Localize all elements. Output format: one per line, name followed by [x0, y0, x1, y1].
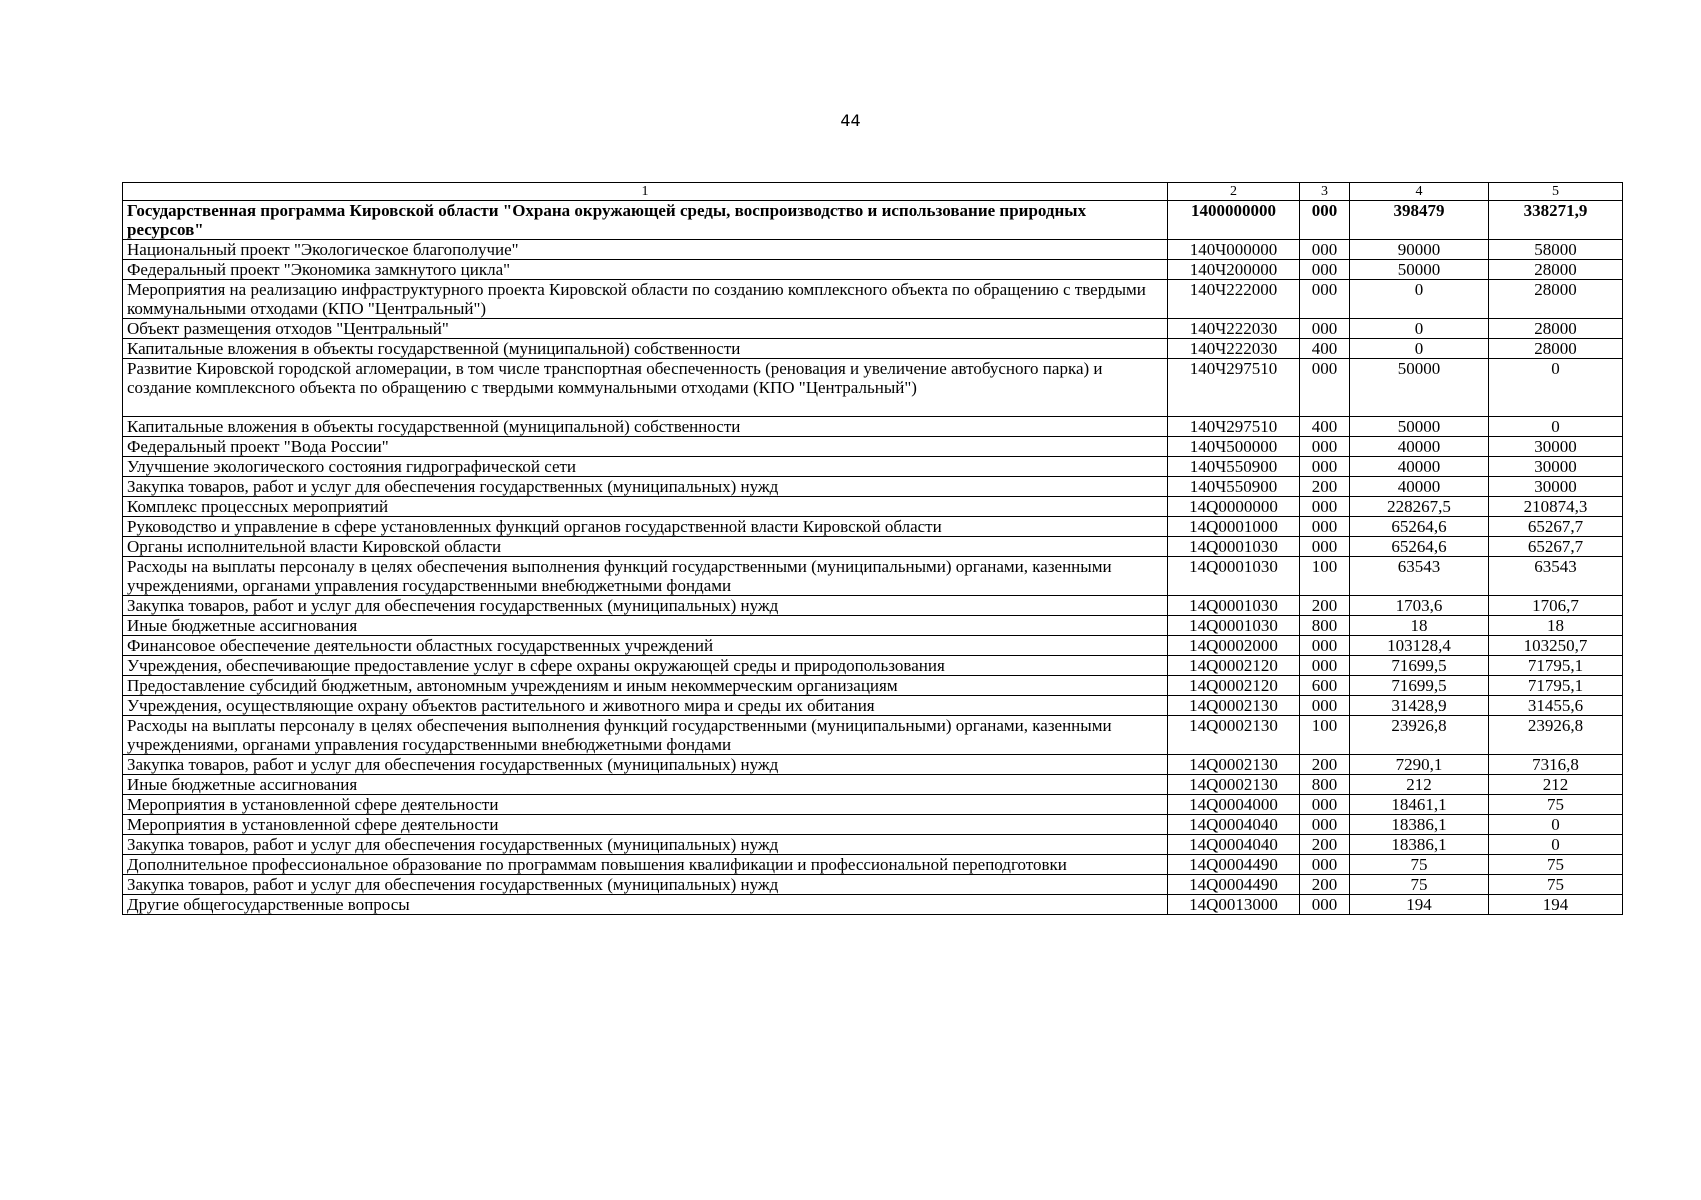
row-value-col4-cell: 194: [1350, 895, 1489, 915]
table-row: [123, 676, 1623, 696]
row-code-cell: 140Ч550900: [1168, 477, 1300, 497]
row-value-col5-cell: 0: [1489, 417, 1623, 437]
table-row: [123, 815, 1623, 835]
row-name-cell: Предоставление субсидий бюджетным, автономным учреждениям и иным некоммерческим организациям: [123, 676, 1168, 696]
row-code-cell: 14Q0002000: [1168, 636, 1300, 656]
row-value-col4-cell: 23926,8: [1350, 716, 1489, 755]
row-value-col5-cell: 58000: [1489, 240, 1623, 260]
row-type-cell: 800: [1300, 616, 1350, 636]
row-type-cell: 000: [1300, 696, 1350, 716]
row-value-col4-cell: 50000: [1350, 417, 1489, 437]
row-value-col4-cell: 71699,5: [1350, 676, 1489, 696]
row-type-cell: 100: [1300, 557, 1350, 596]
row-type-cell: 000: [1300, 280, 1350, 319]
row-value-col4-cell: 50000: [1350, 359, 1489, 417]
row-type-cell: 000: [1300, 240, 1350, 260]
row-code-cell: 140Ч500000: [1168, 437, 1300, 457]
row-code-cell: 14Q0002120: [1168, 676, 1300, 696]
row-code-cell: 14Q0002130: [1168, 755, 1300, 775]
row-code-cell: 14Q0004000: [1168, 795, 1300, 815]
table-row: [123, 775, 1623, 795]
row-type-cell: 000: [1300, 319, 1350, 339]
row-code-cell: 140Ч550900: [1168, 457, 1300, 477]
row-code-cell: 140Ч222030: [1168, 339, 1300, 359]
table-body: [123, 201, 1623, 915]
row-value-col5-cell: 1706,7: [1489, 596, 1623, 616]
row-name-cell: Национальный проект "Экологическое благополучие": [123, 240, 1168, 260]
table-row: [123, 457, 1623, 477]
header-row: [123, 183, 1623, 201]
row-value-col5-cell: 71795,1: [1489, 656, 1623, 676]
row-value-col4-cell: 18386,1: [1350, 835, 1489, 855]
row-type-cell: 000: [1300, 537, 1350, 557]
row-value-col5-cell: 0: [1489, 835, 1623, 855]
table-row: [123, 319, 1623, 339]
row-value-col4-cell: 71699,5: [1350, 656, 1489, 676]
row-name-cell: Объект размещения отходов "Центральный": [123, 319, 1168, 339]
row-value-col5-cell: 23926,8: [1489, 716, 1623, 755]
row-value-col4-cell: 228267,5: [1350, 497, 1489, 517]
row-value-col5-cell: 194: [1489, 895, 1623, 915]
row-value-col4-cell: 65264,6: [1350, 537, 1489, 557]
row-name-cell: Закупка товаров, работ и услуг для обеспечения государственных (муниципальных) нужд: [123, 835, 1168, 855]
row-value-col5-cell: 30000: [1489, 457, 1623, 477]
table-row: [123, 537, 1623, 557]
row-code-cell: 14Q0001030: [1168, 596, 1300, 616]
row-code-cell: 14Q0001030: [1168, 537, 1300, 557]
row-name-cell: Руководство и управление в сфере установленных функций органов государственной власти Кировской области: [123, 517, 1168, 537]
row-value-col4-cell: 0: [1350, 280, 1489, 319]
row-name-cell: Мероприятия на реализацию инфраструктурного проекта Кировской области по созданию комплексного объекта по обращению с твердыми коммунальными отходами (КПО "Центральный"): [123, 280, 1168, 319]
row-value-col5-cell: 28000: [1489, 339, 1623, 359]
row-type-cell: 000: [1300, 636, 1350, 656]
row-code-cell: 140Ч297510: [1168, 417, 1300, 437]
row-type-cell: 400: [1300, 339, 1350, 359]
table-row: [123, 260, 1623, 280]
row-code-cell: 14Q0001030: [1168, 616, 1300, 636]
row-value-col4-cell: 90000: [1350, 240, 1489, 260]
page-number: 44: [840, 111, 861, 130]
row-name-cell: Закупка товаров, работ и услуг для обеспечения государственных (муниципальных) нужд: [123, 477, 1168, 497]
row-name-cell: Улучшение экологического состояния гидрографической сети: [123, 457, 1168, 477]
table-row: [123, 616, 1623, 636]
row-name-cell: Мероприятия в установленной сфере деятельности: [123, 815, 1168, 835]
row-code-cell: 14Q0004040: [1168, 815, 1300, 835]
row-type-cell: 100: [1300, 716, 1350, 755]
row-type-cell: 000: [1300, 815, 1350, 835]
table-row: [123, 716, 1623, 755]
row-value-col5-cell: 18: [1489, 616, 1623, 636]
row-value-col4-cell: 31428,9: [1350, 696, 1489, 716]
table-row: [123, 417, 1623, 437]
row-name-cell: Государственная программа Кировской области "Охрана окружающей среды, воспроизводство и использование природных ресурсов": [123, 201, 1168, 240]
table-row: [123, 477, 1623, 497]
row-code-cell: 14Q0004490: [1168, 875, 1300, 895]
row-code-cell: 14Q0004040: [1168, 835, 1300, 855]
row-value-col5-cell: 30000: [1489, 477, 1623, 497]
row-name-cell: Закупка товаров, работ и услуг для обеспечения государственных (муниципальных) нужд: [123, 596, 1168, 616]
row-code-cell: 14Q0002130: [1168, 716, 1300, 755]
row-code-cell: 14Q0001000: [1168, 517, 1300, 537]
table-row: [123, 437, 1623, 457]
table-row: [123, 875, 1623, 895]
row-value-col5-cell: 212: [1489, 775, 1623, 795]
row-type-cell: 600: [1300, 676, 1350, 696]
row-name-cell: Закупка товаров, работ и услуг для обеспечения государственных (муниципальных) нужд: [123, 755, 1168, 775]
row-value-col4-cell: 398479: [1350, 201, 1489, 240]
row-value-col4-cell: 65264,6: [1350, 517, 1489, 537]
row-value-col4-cell: 40000: [1350, 457, 1489, 477]
row-code-cell: 140Ч297510: [1168, 359, 1300, 417]
row-code-cell: 14Q0002120: [1168, 656, 1300, 676]
row-type-cell: 200: [1300, 835, 1350, 855]
table-row: [123, 497, 1623, 517]
row-value-col5-cell: 75: [1489, 795, 1623, 815]
row-type-cell: 000: [1300, 260, 1350, 280]
row-name-cell: Иные бюджетные ассигнования: [123, 616, 1168, 636]
row-value-col4-cell: 63543: [1350, 557, 1489, 596]
table-row: [123, 656, 1623, 676]
row-code-cell: 1400000000: [1168, 201, 1300, 240]
row-value-col4-cell: 7290,1: [1350, 755, 1489, 775]
row-value-col4-cell: 1703,6: [1350, 596, 1489, 616]
row-name-cell: Расходы на выплаты персоналу в целях обеспечения выполнения функций государственными (муниципальными) органами, казенными учреждениями, органами управления государственными внебюджетными фондами: [123, 716, 1168, 755]
row-name-cell: Федеральный проект "Вода России": [123, 437, 1168, 457]
row-value-col4-cell: 75: [1350, 875, 1489, 895]
table-row: [123, 201, 1623, 240]
row-name-cell: Комплекс процессных мероприятий: [123, 497, 1168, 517]
table-row: [123, 696, 1623, 716]
row-value-col5-cell: 210874,3: [1489, 497, 1623, 517]
row-type-cell: 200: [1300, 477, 1350, 497]
header-col-1: 1: [123, 183, 1168, 201]
table-row: [123, 240, 1623, 260]
row-type-cell: 200: [1300, 755, 1350, 775]
row-value-col4-cell: 40000: [1350, 437, 1489, 457]
row-value-col5-cell: 30000: [1489, 437, 1623, 457]
row-type-cell: 000: [1300, 437, 1350, 457]
row-name-cell: Капитальные вложения в объекты государственной (муниципальной) собственности: [123, 339, 1168, 359]
row-type-cell: 400: [1300, 417, 1350, 437]
table-row: [123, 280, 1623, 319]
row-value-col5-cell: 28000: [1489, 280, 1623, 319]
row-value-col5-cell: 75: [1489, 875, 1623, 895]
row-name-cell: Учреждения, обеспечивающие предоставление услуг в сфере охраны окружающей среды и природопользования: [123, 656, 1168, 676]
row-type-cell: 000: [1300, 855, 1350, 875]
table-row: [123, 517, 1623, 537]
row-value-col4-cell: 0: [1350, 339, 1489, 359]
row-name-cell: Мероприятия в установленной сфере деятельности: [123, 795, 1168, 815]
row-value-col5-cell: 31455,6: [1489, 696, 1623, 716]
table-row: [123, 339, 1623, 359]
row-type-cell: 000: [1300, 656, 1350, 676]
row-type-cell: 000: [1300, 517, 1350, 537]
row-value-col5-cell: 338271,9: [1489, 201, 1623, 240]
row-value-col5-cell: 103250,7: [1489, 636, 1623, 656]
row-name-cell: Капитальные вложения в объекты государственной (муниципальной) собственности: [123, 417, 1168, 437]
row-type-cell: 000: [1300, 795, 1350, 815]
row-code-cell: 14Q0002130: [1168, 696, 1300, 716]
row-name-cell: Развитие Кировской городской агломерации, в том числе транспортная обеспеченность (реновация и увеличение автобусного парка) и создание комплексного объекта по обращению с твердыми коммунальными отходами (КПО "Центральный"): [123, 359, 1168, 417]
table-row: [123, 895, 1623, 915]
row-value-col4-cell: 18386,1: [1350, 815, 1489, 835]
row-value-col5-cell: 0: [1489, 815, 1623, 835]
row-value-col5-cell: 65267,7: [1489, 537, 1623, 557]
table-row: [123, 557, 1623, 596]
table-row: [123, 359, 1623, 417]
row-value-col5-cell: 7316,8: [1489, 755, 1623, 775]
row-value-col4-cell: 75: [1350, 855, 1489, 875]
row-code-cell: 14Q0002130: [1168, 775, 1300, 795]
row-value-col5-cell: 71795,1: [1489, 676, 1623, 696]
row-name-cell: Учреждения, осуществляющие охрану объектов растительного и животного мира и среды их обитания: [123, 696, 1168, 716]
row-code-cell: 14Q0001030: [1168, 557, 1300, 596]
row-type-cell: 800: [1300, 775, 1350, 795]
row-value-col4-cell: 18461,1: [1350, 795, 1489, 815]
row-value-col5-cell: 0: [1489, 359, 1623, 417]
row-value-col5-cell: 28000: [1489, 319, 1623, 339]
row-value-col4-cell: 103128,4: [1350, 636, 1489, 656]
row-type-cell: 000: [1300, 497, 1350, 517]
row-code-cell: 140Ч222000: [1168, 280, 1300, 319]
row-value-col4-cell: 0: [1350, 319, 1489, 339]
row-type-cell: 000: [1300, 457, 1350, 477]
row-name-cell: Дополнительное профессиональное образование по программам повышения квалификации и профессиональной переподготовки: [123, 855, 1168, 875]
row-value-col4-cell: 18: [1350, 616, 1489, 636]
row-value-col5-cell: 28000: [1489, 260, 1623, 280]
header-col-5: 5: [1489, 183, 1623, 201]
row-code-cell: 14Q0013000: [1168, 895, 1300, 915]
row-code-cell: 140Ч000000: [1168, 240, 1300, 260]
table-row: [123, 755, 1623, 775]
table-row: [123, 596, 1623, 616]
row-type-cell: 200: [1300, 596, 1350, 616]
row-name-cell: Иные бюджетные ассигнования: [123, 775, 1168, 795]
row-type-cell: 000: [1300, 359, 1350, 417]
row-name-cell: Федеральный проект "Экономика замкнутого цикла": [123, 260, 1168, 280]
row-value-col4-cell: 40000: [1350, 477, 1489, 497]
table-header: [123, 183, 1623, 201]
row-type-cell: 000: [1300, 895, 1350, 915]
row-name-cell: Расходы на выплаты персоналу в целях обеспечения выполнения функций государственными (муниципальными) органами, казенными учреждениями, органами управления государственными внебюджетными фондами: [123, 557, 1168, 596]
row-value-col4-cell: 50000: [1350, 260, 1489, 280]
row-type-cell: 200: [1300, 875, 1350, 895]
row-name-cell: Закупка товаров, работ и услуг для обеспечения государственных (муниципальных) нужд: [123, 875, 1168, 895]
header-col-2: 2: [1168, 183, 1300, 201]
table-row: [123, 835, 1623, 855]
row-type-cell: 000: [1300, 201, 1350, 240]
row-value-col5-cell: 75: [1489, 855, 1623, 875]
row-value-col5-cell: 63543: [1489, 557, 1623, 596]
table-row: [123, 636, 1623, 656]
row-code-cell: 14Q0004490: [1168, 855, 1300, 875]
table-row: [123, 855, 1623, 875]
table-row: [123, 795, 1623, 815]
row-value-col5-cell: 65267,7: [1489, 517, 1623, 537]
header-col-4: 4: [1350, 183, 1489, 201]
header-col-3: 3: [1300, 183, 1350, 201]
row-name-cell: Другие общегосударственные вопросы: [123, 895, 1168, 915]
budget-table: [122, 182, 1623, 915]
row-code-cell: 140Ч200000: [1168, 260, 1300, 280]
row-code-cell: 14Q0000000: [1168, 497, 1300, 517]
row-code-cell: 140Ч222030: [1168, 319, 1300, 339]
row-value-col4-cell: 212: [1350, 775, 1489, 795]
row-name-cell: Органы исполнительной власти Кировской области: [123, 537, 1168, 557]
row-name-cell: Финансовое обеспечение деятельности областных государственных учреждений: [123, 636, 1168, 656]
